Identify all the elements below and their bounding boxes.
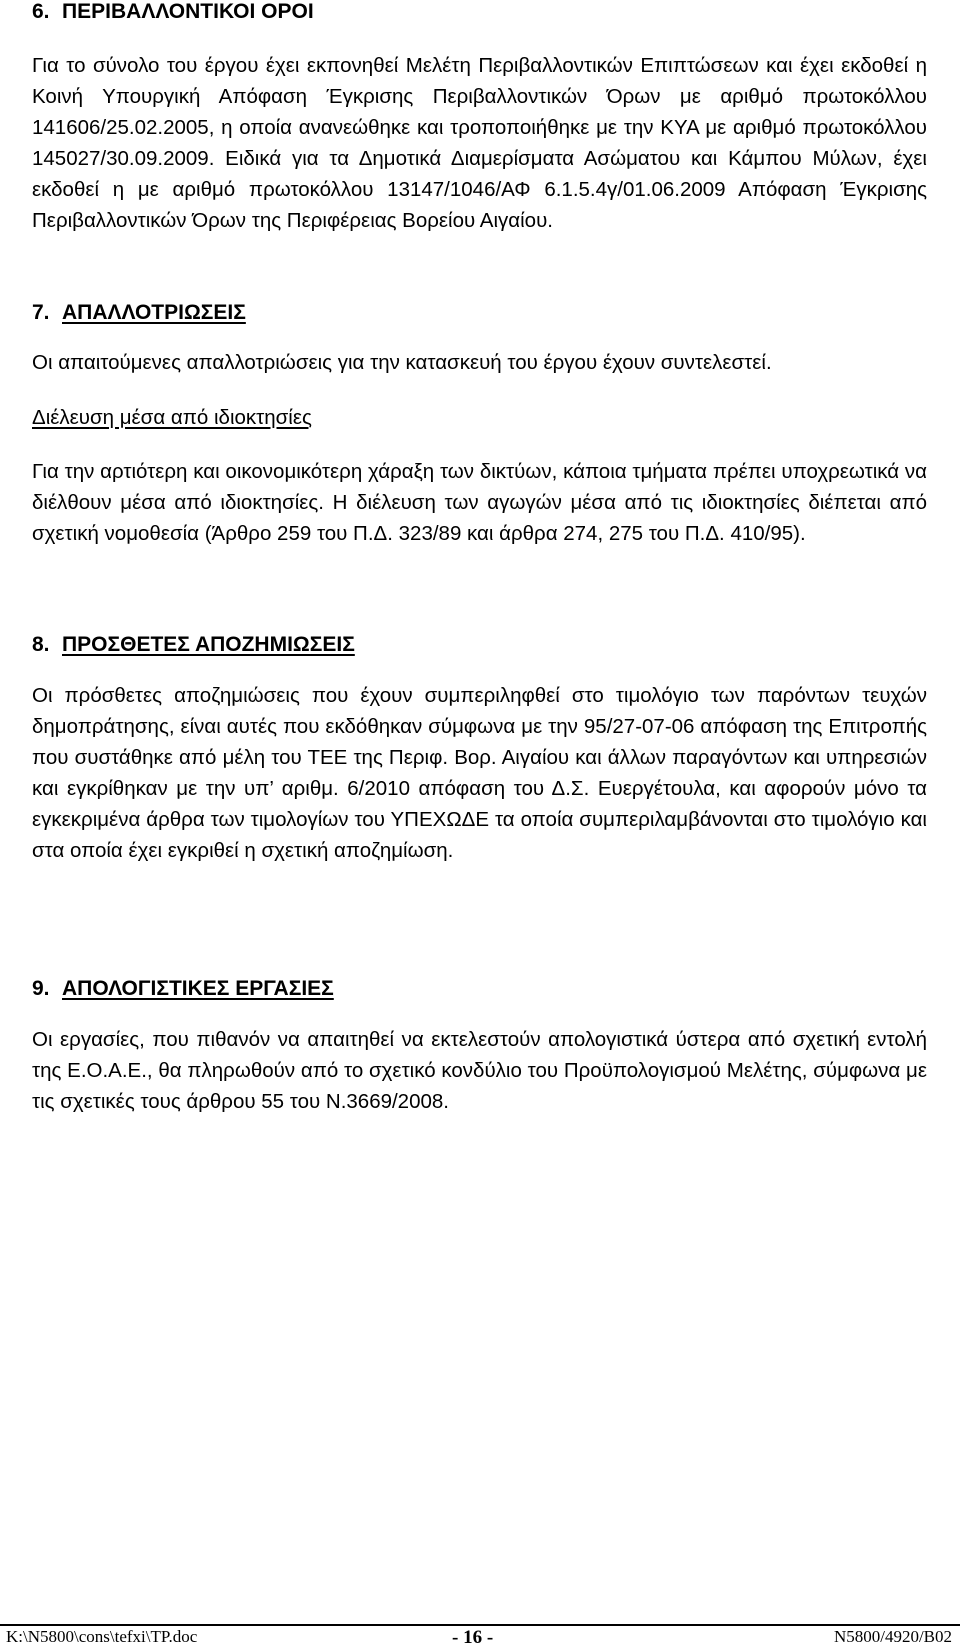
- section-9-title: ΑΠΟΛΟΓΙΣΤΙΚΕΣ ΕΡΓΑΣΙΕΣ: [62, 977, 334, 1000]
- section-8-number: 8.: [32, 633, 50, 656]
- footer-divider: [0, 1624, 960, 1626]
- section-6-number: 6.: [32, 0, 50, 23]
- footer-page-number: - 16 -: [452, 1627, 494, 1648]
- section-7-heading: [32, 298, 927, 328]
- section-7: [32, 298, 927, 545]
- section-6-title: ΠΕΡΙΒΑΛΛΟΝΤΙΚΟΙ ΟΡΟΙ: [62, 0, 314, 23]
- section-7-paragraph: Οι απαιτούμενες απαλλοτριώσεις για την κατασκευή του έργου έχουν συντελεστεί.: [32, 351, 772, 374]
- section-8-title: ΠΡΟΣΘΕΤΕΣ ΑΠΟΖΗΜΙΩΣΕΙΣ: [62, 633, 355, 656]
- section-9-paragraph: Οι εργασίες, που πιθανόν να απαιτηθεί να εκτελεστούν απολογιστικά ύστερα από σχετική εντολή της Ε.Ο.Α.Ε., θα πληρωθούν από το σχετικό κονδύλιο του Προϋπολογισμού Μελέτης, σύμφωνα με τις σχετικές τους άρθρου 55 του Ν.3669/2008.: [32, 1028, 927, 1113]
- section-7-paragraph-2: Για την αρτιότερη και οικονομικότερη χάραξη των δικτύων, κάποια τμήματα πρέπει υποχρεωτικά να διέλθουν μέσα από ιδιοκτησίες. Η διέλευση των αγωγών μέσα από τις ιδιοκτησίες διέπεται από σχετική νομοθεσία (Άρθρο 259 του Π.Δ. 323/89 και άρθρα 274, 275 του Π.Δ. 410/95).: [32, 460, 927, 545]
- section-9-number: 9.: [32, 977, 50, 1000]
- section-6-paragraph: Για το σύνολο του έργου έχει εκπονηθεί Μελέτη Περιβαλλοντικών Επιπτώσεων και έχει εκδοθεί η Κοινή Υπουργική Απόφαση Έγκρισης Περιβαλλοντικών Όρων με αριθμό πρωτοκόλλου 141606/25.02.2005, η οποία ανανεώθηκε και τροποποιήθηκε με την ΚΥΑ με αριθμό πρωτοκόλλου 145027/30.09.2009. Ειδικά για τα Δημοτικά Διαμερίσματα Ασώματου και Κάμπου Μύλων, έχει εκδοθεί η με αριθμό πρωτοκόλλου 13147/1046/ΑΦ 6.1.5.4γ/01.06.2009 Απόφαση Έγκρισης Περιβαλλοντικών Όρων της Περιφέρειας Βορείου Αιγαίου.: [32, 54, 927, 232]
- section-7-subheading: Διέλευση μέσα από ιδιοκτησίες: [32, 406, 312, 429]
- section-6-heading: [32, 0, 314, 27]
- section-9-heading: [32, 974, 927, 1004]
- section-8: [32, 630, 927, 862]
- footer-file-path: K:\N5800\cons\tefxi\TP.doc: [6, 1627, 198, 1646]
- footer-document-code: N5800/4920/B02: [833, 1627, 952, 1646]
- section-8-heading: [32, 630, 927, 660]
- page-footer: [0, 1627, 960, 1651]
- section-7-title: ΑΠΑΛΛΟΤΡΙΩΣΕΙΣ: [62, 301, 246, 324]
- section-7-number: 7.: [32, 301, 50, 324]
- section-8-paragraph: Οι πρόσθετες αποζημιώσεις που έχουν συμπεριληφθεί στο τιμολόγιο των παρόντων τευχών δημοπράτησης, είναι αυτές που εκδόθηκαν σύμφωνα με την 95/27-07-06 απόφαση της Επιτροπής που συστάθηκε από μέλη του ΤΕΕ της Περιφ. Βορ. Αιγαίου και άλλων παραγόντων και υπηρεσιών και εγκρίθηκαν με την υπ’ αριθμ. 6/2010 απόφαση του Δ.Σ. Ευεργέτουλα, και αφορούν μόνο τα εγκεκριμένα άρθρα των τιμολογίων του ΥΠΕΧΩΔΕ τα οποία συμπεριλαμβάνονται στο τιμολόγιο και στα οποία έχει εγκριθεί η σχετική αποζημίωση.: [32, 684, 927, 862]
- section-9: [32, 974, 927, 1113]
